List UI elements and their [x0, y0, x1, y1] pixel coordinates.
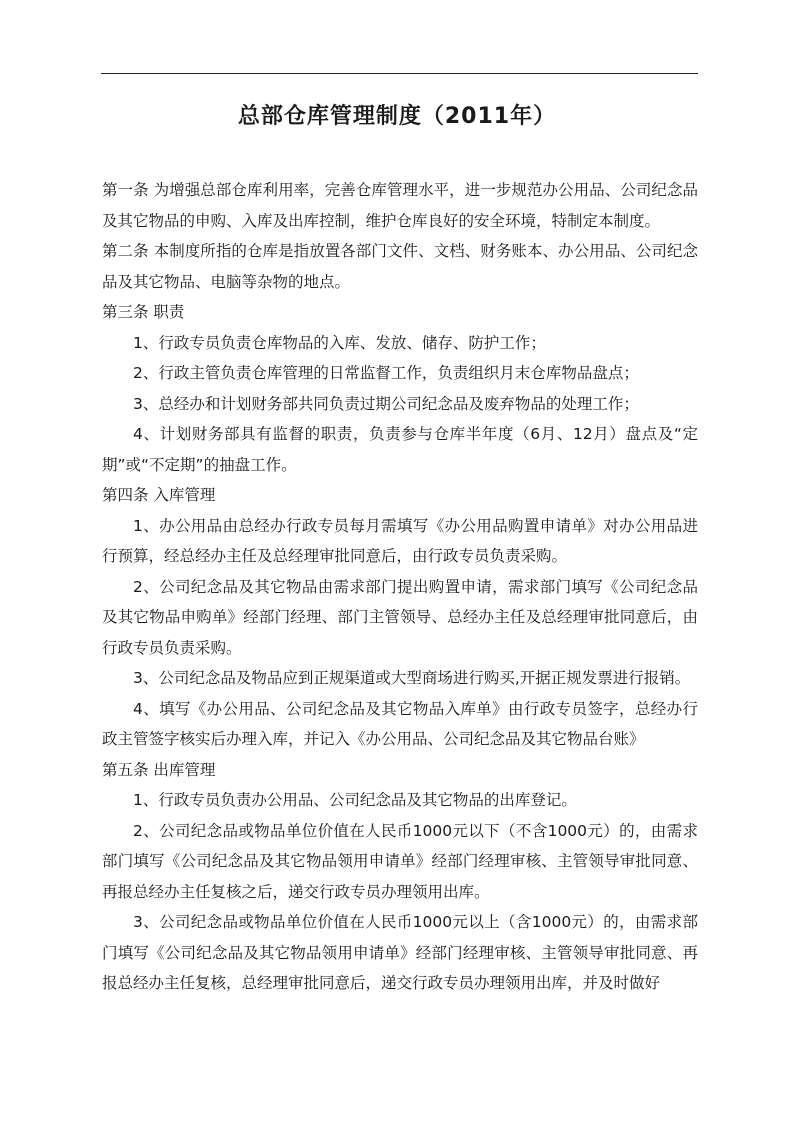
article-3-item-4: 4、计划财务部具有监督的职责，负责参与仓库半年度（6月、12月）盘点及“定期”或“不定期”的抽盘工作。: [102, 425, 698, 474]
header-rule: [101, 73, 698, 74]
article-4-heading: 第四条 入库管理: [102, 486, 216, 504]
document-title: 总部仓库管理制度（2011年）: [237, 104, 557, 129]
article-4-item-3: 3、公司纪念品及物品应到正规渠道或大型商场进行购买,开据正规发票进行报销。: [133, 669, 691, 687]
article-5-heading: 第五条 出库管理: [102, 760, 216, 779]
article-4-item-1: 1、办公用品由总经办行政专员每月需填写《办公用品购置申请单》对办公用品进行预算，经总经办主任及总经理审批同意后，由行政专员负责采购。: [102, 516, 698, 565]
article-5-item-1: 1、行政专员负责办公用品、公司纪念品及其它物品的出库登记。: [133, 791, 577, 809]
article-3-item-3: 3、总经办和计划财务部共同负责过期公司纪念品及废弃物品的处理工作；: [133, 394, 639, 413]
article-5-item-2: 2、公司纪念品或物品单位价值在人民币1000元以下（不含1000元）的，由需求部门填写《公司纪念品及其它物品领用申请单》经部门经理审核、主管领导审批同意、再报总经办主任复核之后，递交行政专员办理领用出库。: [102, 821, 698, 901]
article-3-item-1: 1、行政专员负责仓库物品的入库、发放、储存、防护工作；: [133, 333, 546, 352]
article-4-item-4: 4、填写《办公用品、公司纪念品及其它物品入库单》由行政专员签字，总经办行政主管签字核实后办理入库，并记入《办公用品、公司纪念品及其它物品台账》: [102, 699, 698, 748]
article-2: 第二条 本制度所指的仓库是指放置各部门文件、文档、财务账本、办公用品、公司纪念品及其它物品、电脑等杂物的地点。: [102, 242, 698, 291]
article-5-item-3: 3、公司纪念品或物品单位价值在人民币1000元以上（含1000元）的，由需求部门填写《公司纪念品及其它物品领用申请单》经部门经理审核、主管领导审批同意、再报总经办主任复核，总经理审批同意后，递交行政专员办理领用出库，并及时做好: [102, 913, 698, 992]
article-4-item-2: 2、公司纪念品及其它物品由需求部门提出购置申请，需求部门填写《公司纪念品及其它物品申购单》经部门经理、部门主管领导、总经办主任及总经理审批同意后，由行政专员负责采购。: [102, 577, 698, 657]
document-body: [102, 175, 698, 999]
article-3-heading: 第三条 职责: [102, 303, 185, 321]
article-3-item-2: 2、行政主管负责仓库管理的日常监督工作，负责组织月末仓库物品盘点；: [133, 364, 639, 382]
article-1: 第一条 为增强总部仓库利用率，完善仓库管理水平，进一步规范办公用品、公司纪念品及其它物品的申购、入库及出库控制，维护仓库良好的安全环境，特制定本制度。: [102, 181, 698, 230]
